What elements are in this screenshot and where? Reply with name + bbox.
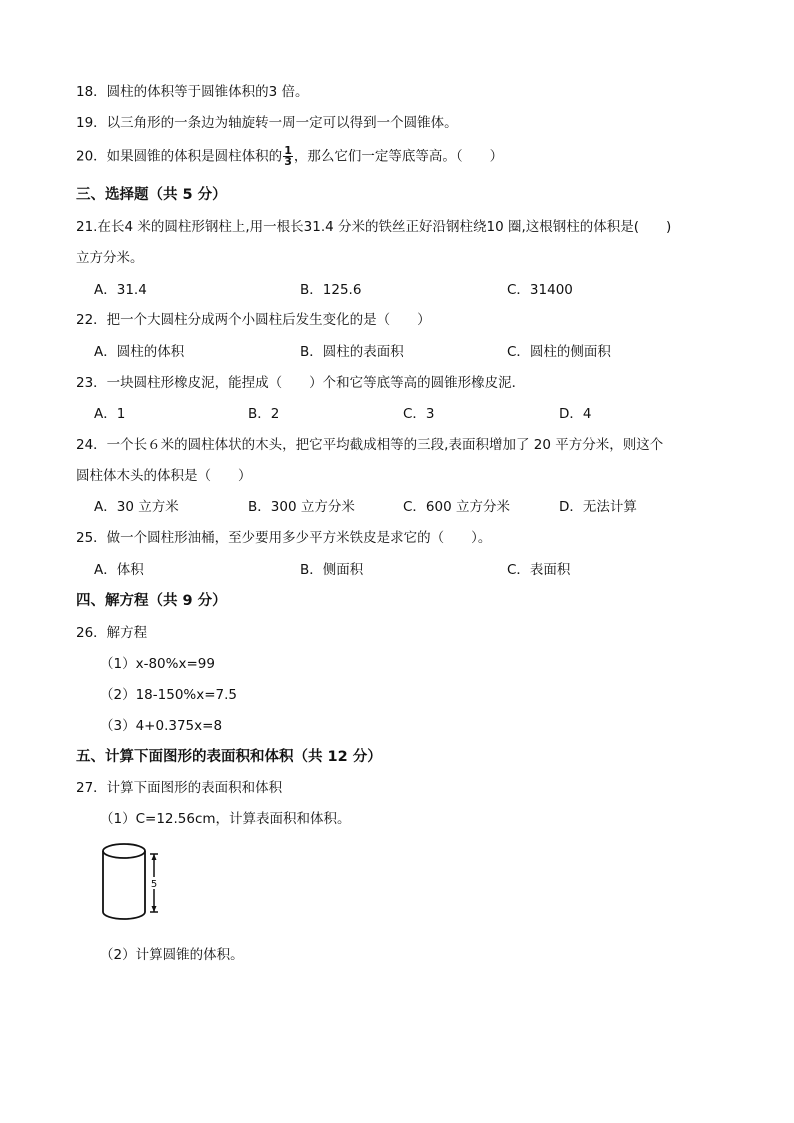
section-4-title: 四、解方程（共 9 分） bbox=[76, 593, 227, 609]
question-22: 22．把一个大圆柱分成两个小圆柱后发生变化的是（ ） bbox=[76, 312, 431, 328]
q21-option-b: B．125.6 bbox=[300, 282, 362, 298]
fraction-one-third bbox=[283, 146, 293, 167]
question-18: 18．圆柱的体积等于圆锥体积的3 倍。 bbox=[76, 84, 309, 100]
q27-part-1: （1）C=12.56cm，计算表面积和体积。 bbox=[100, 811, 351, 827]
q25-option-a: A．体积 bbox=[94, 562, 144, 578]
question-24-line1: 24．一个长６米的圆柱体状的木头，把它平均截成相等的三段,表面积增加了 20 平方分米，则这个 bbox=[76, 437, 664, 453]
q24-option-d: D．无法计算 bbox=[559, 499, 637, 515]
q23-option-d: D．4 bbox=[559, 406, 592, 422]
q22-option-a: A．圆柱的体积 bbox=[94, 344, 185, 360]
q25-option-c: C．表面积 bbox=[507, 562, 571, 578]
question-25: 25．做一个圆柱形油桶，至少要用多少平方米铁皮是求它的（ ）。 bbox=[76, 530, 492, 546]
q23-option-c: C．3 bbox=[403, 406, 435, 422]
q24-option-a: A．30 立方米 bbox=[94, 499, 179, 515]
question-20 bbox=[76, 146, 503, 167]
fraction-denominator: 3 bbox=[284, 155, 292, 168]
question-26: 26．解方程 bbox=[76, 625, 148, 641]
question-24-line2: 圆柱体木头的体积是（ ） bbox=[76, 468, 252, 484]
question-23: 23．一块圆柱形橡皮泥，能捏成（ ）个和它等底等高的圆锥形橡皮泥． bbox=[76, 375, 526, 391]
q22-option-b: B．圆柱的表面积 bbox=[300, 344, 404, 360]
q21-option-a: A．31.4 bbox=[94, 282, 147, 298]
height-label: 5 bbox=[150, 879, 158, 890]
equation-3: （3）4+0.375x=8 bbox=[100, 718, 223, 734]
q27-part-2: （2）计算圆锥的体积。 bbox=[100, 947, 244, 963]
q25-option-b: B．侧面积 bbox=[300, 562, 364, 578]
question-21-line1: 21.在长4 米的圆柱形钢柱上,用一根长31.4 分米的铁丝正好沿钢柱绕10 圈,这根钢柱的体积是( ) bbox=[76, 219, 672, 235]
q22-option-c: C．圆柱的侧面积 bbox=[507, 344, 611, 360]
section-5-title: 五、计算下面图形的表面积和体积（共 12 分） bbox=[76, 749, 382, 765]
fraction-numerator: 1 bbox=[284, 144, 292, 157]
q20-text-before: 20．如果圆锥的体积是圆柱体积的 bbox=[76, 148, 283, 165]
question-27: 27．计算下面图形的表面积和体积 bbox=[76, 780, 283, 796]
cylinder-figure bbox=[98, 842, 168, 924]
q24-option-c: C．600 立方分米 bbox=[403, 499, 510, 515]
q21-option-c: C．31400 bbox=[507, 282, 573, 298]
question-19: 19．以三角形的一条边为轴旋转一周一定可以得到一个圆锥体。 bbox=[76, 115, 458, 131]
question-21-line2: 立方分米。 bbox=[76, 250, 144, 266]
q23-option-b: B．2 bbox=[248, 406, 280, 422]
q20-text-after: ，那么它们一定等底等高。（ ） bbox=[293, 148, 504, 165]
section-3-title: 三、选择题（共 5 分） bbox=[76, 187, 227, 203]
equation-1: （1）x-80%x=99 bbox=[100, 656, 215, 672]
q23-option-a: A．1 bbox=[94, 406, 126, 422]
q24-option-b: B．300 立方分米 bbox=[248, 499, 355, 515]
equation-2: （2）18-150%x=7.5 bbox=[100, 687, 238, 703]
